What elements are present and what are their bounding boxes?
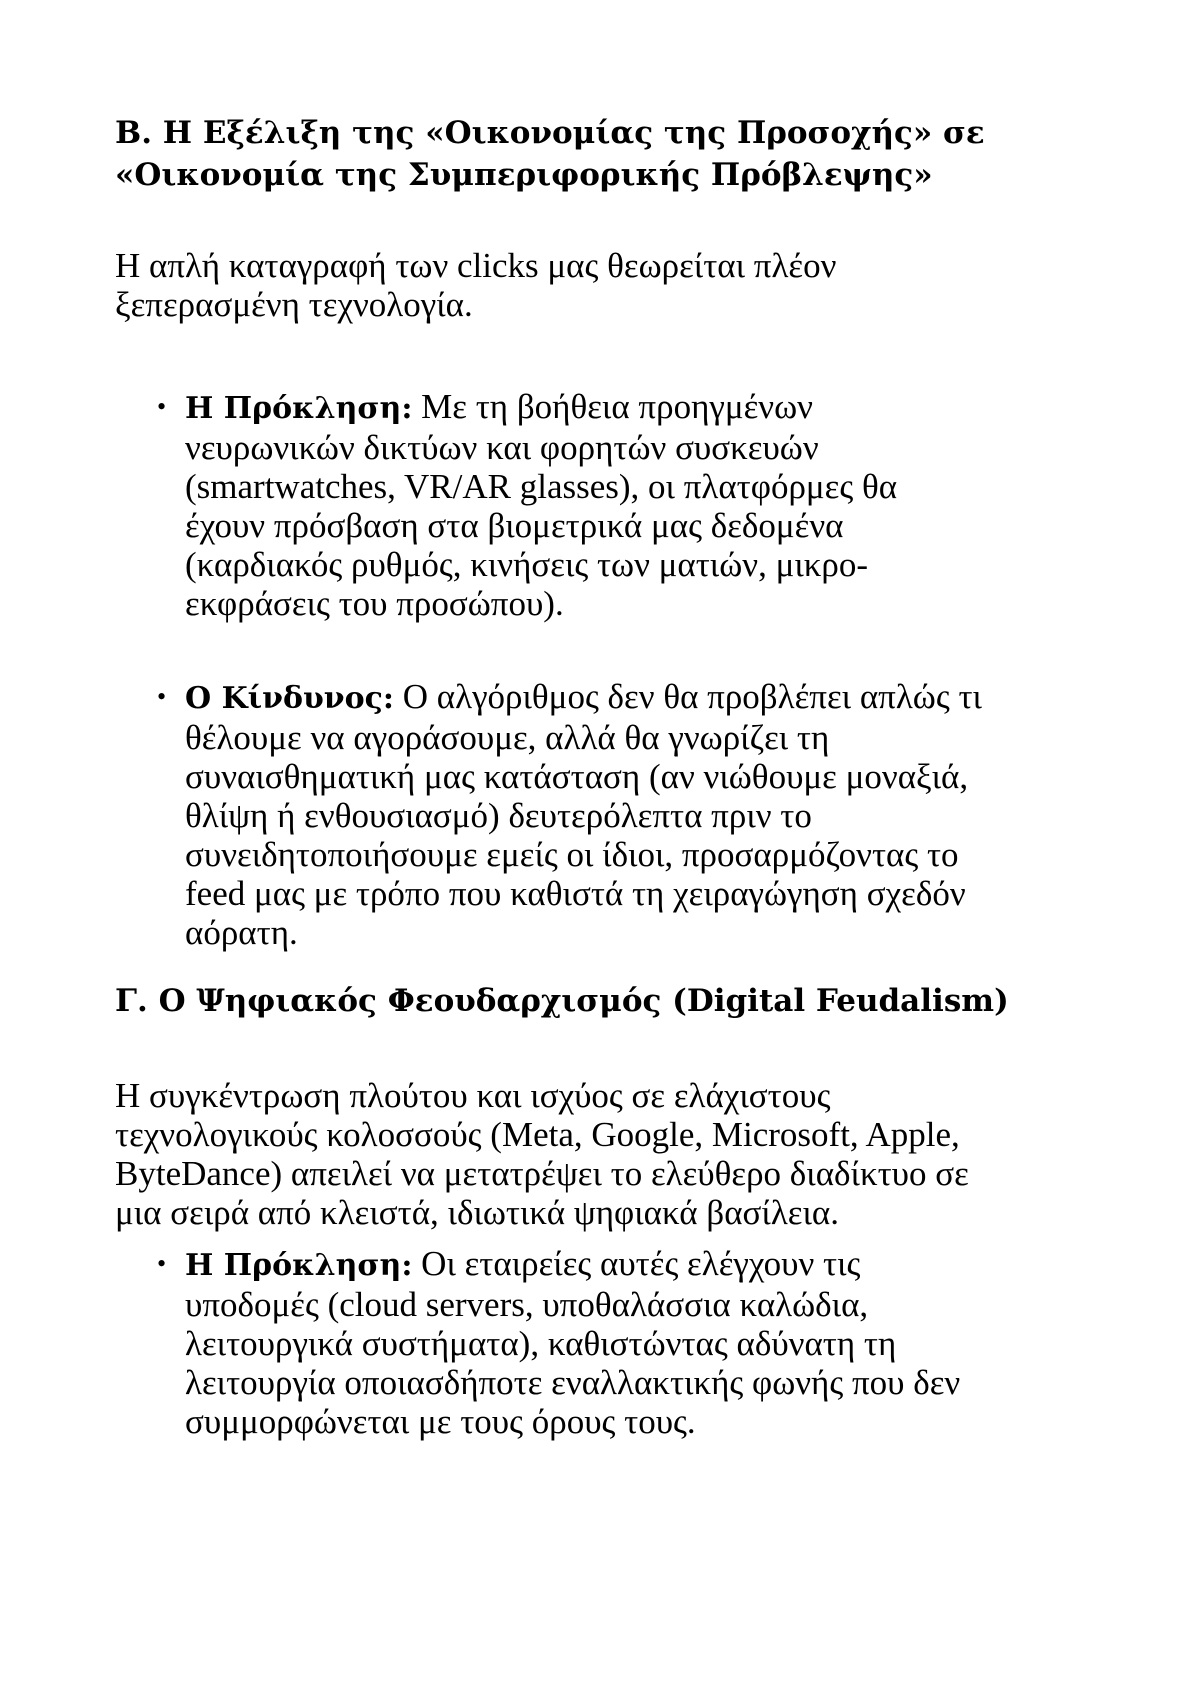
bullet-line <box>185 387 897 428</box>
paragraph-line: ByteDance) απειλεί να μετατρέψει το ελεύθερο διαδίκτυο σε <box>115 1154 969 1193</box>
paragraph-line: ξεπερασμένη τεχνολογία. <box>115 285 473 324</box>
section-b-bullet-challenge <box>157 387 898 623</box>
bullet-line: υποδομές (cloud servers, υποθαλάσσια καλώδια, <box>185 1285 869 1324</box>
bullet-line: έχουν πρόσβαση στα βιομετρικά μας δεδομένα <box>185 506 844 545</box>
bullet-line <box>185 677 982 718</box>
bullet-text: Ο αλγόριθμος δεν θα προβλέπει απλώς τι <box>393 677 982 716</box>
bullet-marker: • <box>157 392 167 421</box>
section-c-bullet-challenge <box>157 1244 961 1441</box>
section-b-heading <box>115 112 985 196</box>
heading-line: Γ. Ο Ψηφιακός Φεουδαρχισμός (Digital Feudalism) <box>115 983 1009 1019</box>
bullet-line: εκφράσεις του προσώπου). <box>185 584 564 623</box>
section-b-bullet-risk <box>157 677 982 952</box>
section-c-heading <box>115 980 1009 1022</box>
bullet-line: (καρδιακός ρυθμός, κινήσεις των ματιών, μικρο- <box>185 545 869 584</box>
paragraph-line: Η απλή καταγραφή των clicks μας θεωρείται πλέον <box>115 246 837 285</box>
bullet-line: λειτουργικά συστήματα), καθιστώντας αδύνατη τη <box>185 1324 897 1363</box>
heading-line: B. Η Εξέλιξη της «Οικονομίας της Προσοχής» σε <box>115 115 985 151</box>
bullet-line: συμμορφώνεται με τους όρους τους. <box>185 1402 696 1441</box>
paragraph-line: τεχνολογικούς κολοσσούς (Meta, Google, Microsoft, Apple, <box>115 1115 960 1154</box>
bullet-marker: • <box>157 1249 167 1278</box>
bullet-line: feed μας με τρόπο που καθιστά τη χειραγώγηση σχεδόν <box>185 874 966 913</box>
bullet-line: θέλουμε να αγοράσουμε, αλλά θα γνωρίζει τη <box>185 718 830 757</box>
bullet-marker: • <box>157 682 167 711</box>
bullet-text: Με τη βοήθεια προηγμένων <box>412 387 813 426</box>
bullet-label: Ο Κίνδυνος: <box>185 681 394 716</box>
paragraph-line: Η συγκέντρωση πλούτου και ισχύος σε ελάχιστους <box>115 1076 831 1115</box>
bullet-line <box>185 1244 960 1285</box>
section-b-intro <box>115 246 836 324</box>
section-c-intro <box>115 1076 969 1232</box>
bullet-line: νευρωνικών δικτύων και φορητών συσκευών <box>185 428 819 467</box>
bullet-line: συνειδητοποιήσουμε εμείς οι ίδιοι, προσαρμόζοντας το <box>185 835 959 874</box>
bullet-line: αόρατη. <box>185 913 298 952</box>
bullet-label: Η Πρόκληση: <box>185 1248 413 1283</box>
paragraph-line: μια σειρά από κλειστά, ιδιωτικά ψηφιακά βασίλεια. <box>115 1193 839 1232</box>
bullet-line: λειτουργία οποιασδήποτε εναλλακτικής φωνής που δεν <box>185 1363 961 1402</box>
heading-line: «Οικονομία της Συμπεριφορικής Πρόβλεψης» <box>115 157 933 193</box>
bullet-line: συναισθηματική μας κατάσταση (αν νιώθουμε μοναξιά, <box>185 757 969 796</box>
bullet-line: θλίψη ή ενθουσιασμό) δευτερόλεπτα πριν το <box>185 796 812 835</box>
bullet-line: (smartwatches, VR/AR glasses), οι πλατφόρμες θα <box>185 467 898 506</box>
bullet-label: Η Πρόκληση: <box>185 391 413 426</box>
bullet-text: Οι εταιρείες αυτές ελέγχουν τις <box>412 1244 861 1283</box>
